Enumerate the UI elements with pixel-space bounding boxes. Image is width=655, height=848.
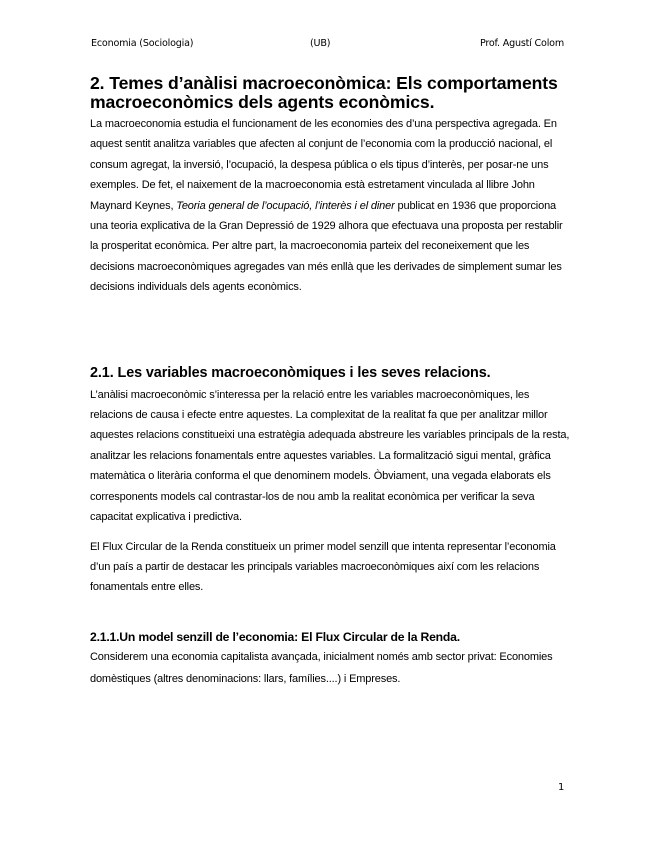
header-university: (UB): [310, 38, 331, 49]
page-number: 1: [558, 782, 565, 793]
header-professor: Prof. Agustí Colom: [479, 38, 564, 49]
document-body: [90, 74, 570, 690]
section-2-1-paragraph-1: L’anàlisi macroeconòmic s’interessa per la relació entre les variables macroeconòmiques, les relacions de causa i efecte entre aquestes. La complexitat de la realitat fa que per analitzar millor aquestes relacions constitueixi una estratègia adequada abstreure les variables principals de la resta, analitzar les relacions fonamentals entre aquestes variables. La formalització sigui mental, gràfica matemàtica o literària conforma el que denominem models. Òbviament, una vegada elaborats els corresponents models cal contrastar-los de nou amb la realitat econòmica per verificar la seva capacitat explicativa i predictiva.: [90, 388, 570, 524]
section-2-text-part1: La macroeconomia estudia el funcionament de les economies des d’una perspectiva agregada. En aquest sentit analitza variables que afecten al conjunt de l’economia com la producció nacional, el consum agregat, la inversió, l’ocupació, la despesa pública o els tipus d’interès, per posar-ne uns exemples. De fet, el naixement de la macroeconomia està estretament vinculada al llibre John Maynard Keynes,: [90, 118, 557, 212]
section-2-1-paragraph-2: El Flux Circular de la Renda constitueix un primer model senzill que intenta representar l’economia d’un país a partir de destacar les principals variables macroeconòmiques així com les relacions fonamentals entre elles.: [90, 540, 556, 594]
section-2-1-1-title: 2.1.1.Un model senzill de l’economia: El Flux Circular de la Renda.: [90, 629, 460, 644]
book-title: Teoria general de l’ocupació, l’interès i el diner: [176, 199, 395, 212]
section-2-1-1-paragraph: Considerem una economia capitalista avançada, inicialment només amb sector privat: Economies domèstiques (altres denominacions: llars, famílies....) i Empreses.: [90, 650, 553, 685]
header-course: Economia (Sociologia): [91, 38, 194, 49]
section-2-title: 2. Temes d’anàlisi macroeconòmica: Els comportaments macroeconòmics dels agents econòmics.: [90, 73, 558, 112]
section-2-1-title: 2.1. Les variables macroeconòmiques i les seves relacions.: [90, 364, 491, 381]
section-2-paragraph: [90, 114, 570, 298]
page-header: [91, 38, 564, 54]
section-2-text-part2: publicat en 1936 que proporciona una teoria explicativa de la Gran Depressió de 1929 alhora que efectuava una proposta per restablir la prosperitat econòmica. Per altre part, la macroeconomia parteix del reconeixement que les decisions macroeconòmiques agregades van més enllà que les derivades de simplement sumar les decisions individuals dels agents econòmics.: [90, 199, 563, 294]
